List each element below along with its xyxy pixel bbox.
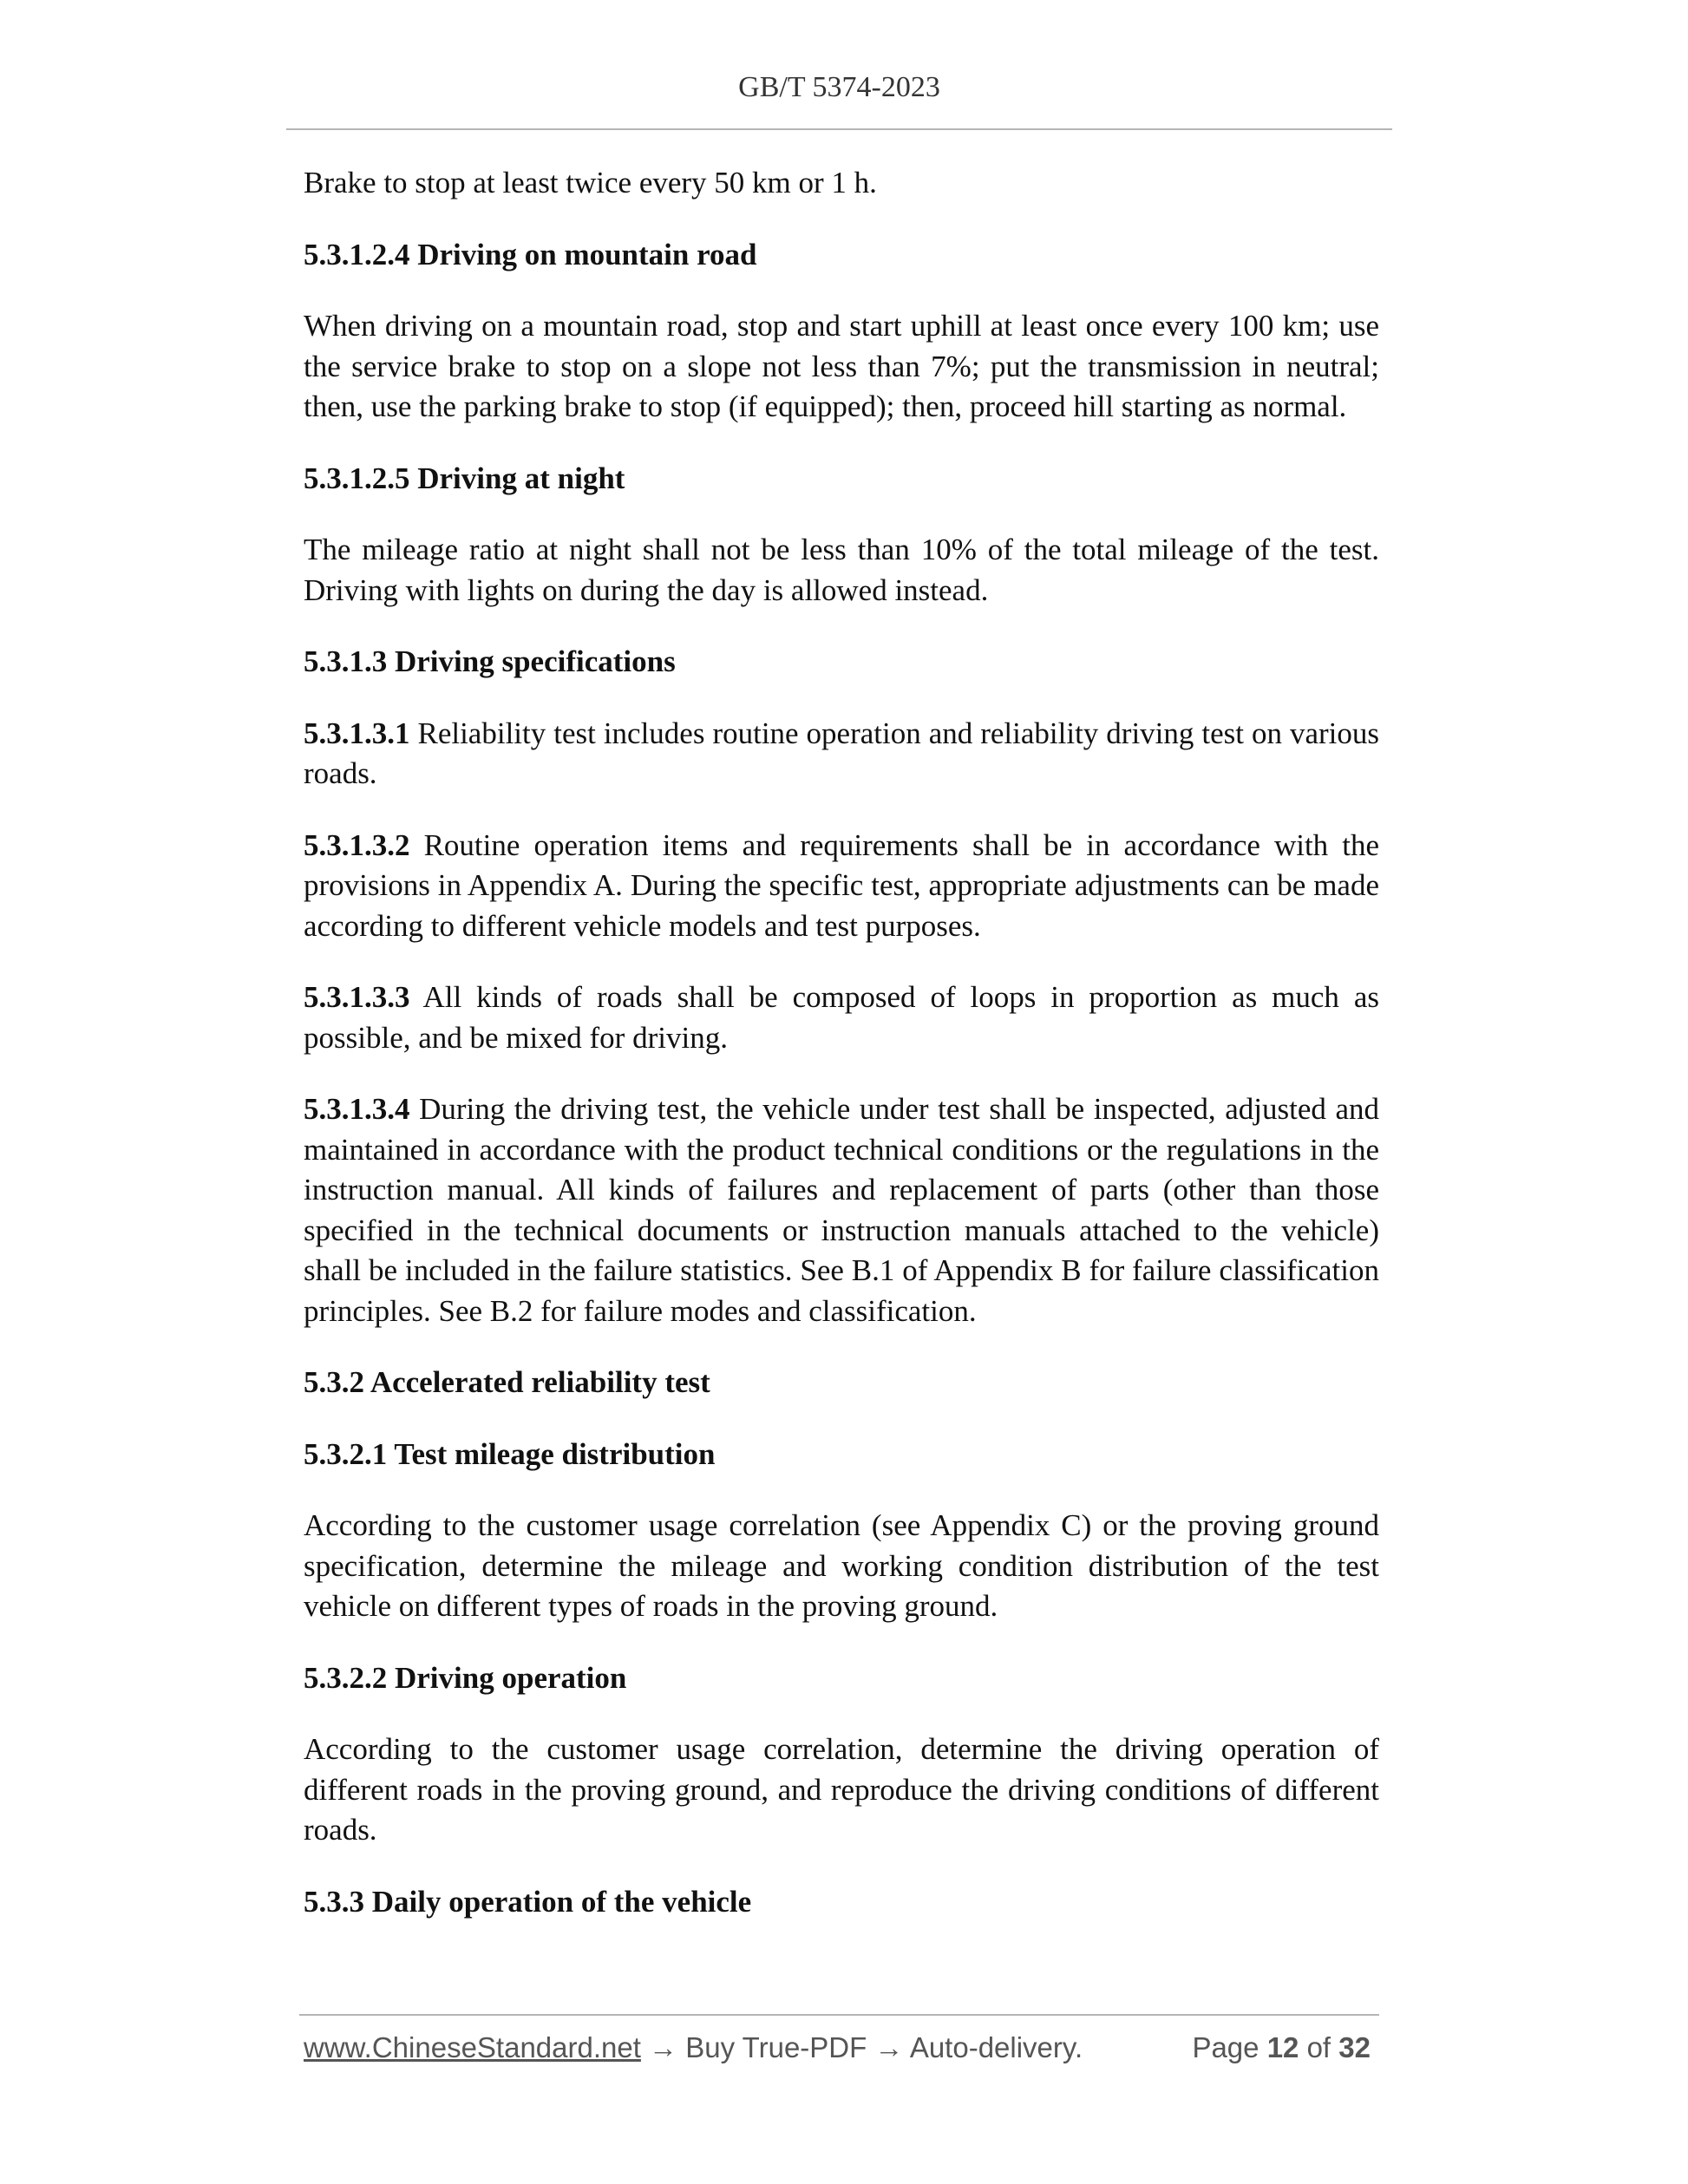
clause-text: Reliability test includes routine operation and reliability driving test on various roads. (304, 716, 1379, 790)
heading-5-3-1-2-4: 5.3.1.2.4 Driving on mountain road (304, 237, 757, 271)
clause-5-3-1-3-3 (304, 978, 1379, 1058)
page-current: 12 (1266, 2031, 1299, 2063)
clause-number: 5.3.1.3.1 (304, 716, 410, 750)
clause-number: 5.3.1.3.3 (304, 980, 410, 1014)
document-body (304, 163, 1379, 1953)
heading-5-3-2-1: 5.3.2.1 Test mileage distribution (304, 1436, 716, 1471)
paragraph-5-3-2-1: According to the customer usage correlation (see Appendix C) or the proving ground specification, determine the mileage and working condition distribution of the test vehicle on different types of roads in the proving ground. (304, 1508, 1379, 1623)
heading-5-3-1-3: 5.3.1.3 Driving specifications (304, 644, 676, 678)
heading-5-3-1-2-5: 5.3.1.2.5 Driving at night (304, 461, 625, 495)
clause-number: 5.3.1.3.4 (304, 1092, 410, 1126)
page-total: 32 (1338, 2031, 1371, 2063)
heading-5-3-2: 5.3.2 Accelerated reliability test (304, 1365, 710, 1399)
clause-5-3-1-3-2 (304, 826, 1379, 947)
heading-5-3-3: 5.3.3 Daily operation of the vehicle (304, 1884, 752, 1919)
chinesestandard-link[interactable]: www.ChineseStandard.net (304, 2031, 641, 2063)
clause-number: 5.3.1.3.2 (304, 827, 410, 862)
clause-text: During the driving test, the vehicle under test shall be inspected, adjusted and maintained in accordance with the product technical conditions or the regulations in the instruction manual. All kinds of failures and replacement of parts (other than those specified in the technical documents or instruction manuals attached to the vehicle) shall be included in the failure statistics. See B.1 of Appendix B for failure classification principles. See B.2 for failure modes and classification. (304, 1092, 1380, 1328)
footer-promo (304, 2031, 1083, 2064)
clause-text: All kinds of roads shall be composed of loops in proportion as much as possible, and be mixed for driving. (304, 980, 1379, 1055)
page-indicator (1192, 2031, 1371, 2064)
page-of-label: of (1306, 2031, 1331, 2063)
paragraph-5-3-2-2: According to the customer usage correlation, determine the driving operation of different roads in the proving ground, and reproduce the driving conditions of different roads. (304, 1732, 1379, 1847)
page-header: GB/T 5374-2023 (738, 71, 940, 103)
clause-5-3-1-3-4 (304, 1089, 1379, 1331)
footer-divider (299, 2014, 1379, 2016)
paragraph-5-3-1-2-4: When driving on a mountain road, stop and start uphill at least once every 100 km; use the service brake to stop on a slope not less than 7%; put the transmission in neutral; then, use the parking brake to stop (if equipped); then, proceed hill starting as normal. (304, 309, 1379, 423)
heading-5-3-2-2: 5.3.2.2 Driving operation (304, 1660, 627, 1695)
paragraph-5-3-1-2-5: The mileage ratio at night shall not be less than 10% of the total mileage of the test. Driving with lights on during the day is allowed instead. (304, 533, 1379, 607)
footer-promo-text: → Buy True-PDF → Auto-delivery. (649, 2031, 1083, 2063)
paragraph-brake: Brake to stop at least twice every 50 km or 1 h. (304, 166, 877, 199)
page-label: Page (1192, 2031, 1259, 2063)
clause-5-3-1-3-1 (304, 714, 1379, 794)
page-footer (304, 2031, 1379, 2070)
clause-text: Routine operation items and requirements shall be in accordance with the provisions in Appendix A. During the specific test, appropriate adjustments can be made according to different vehicle models and test purposes. (304, 827, 1380, 943)
header-divider (286, 128, 1392, 130)
